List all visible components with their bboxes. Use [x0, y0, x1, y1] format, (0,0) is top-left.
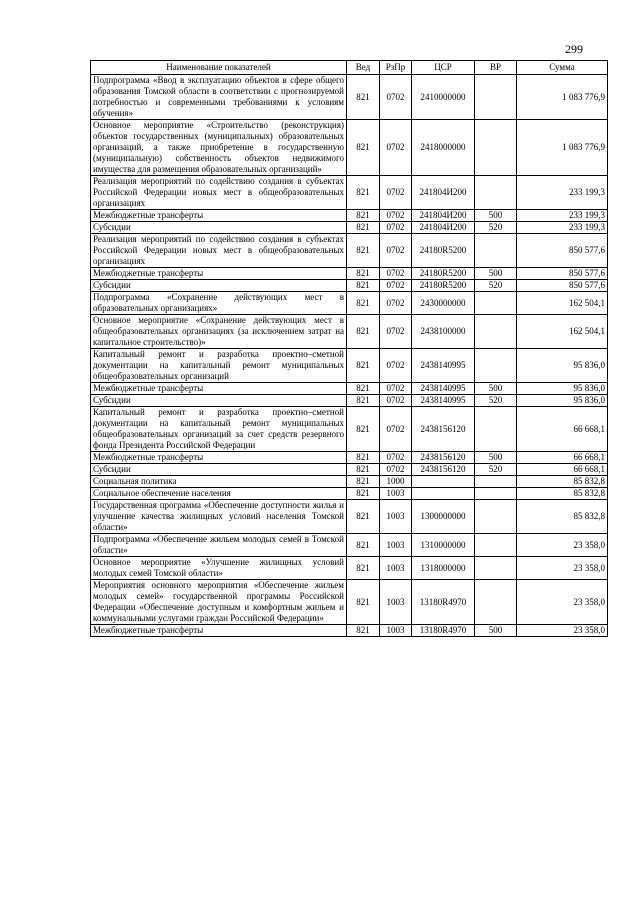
table-row — [91, 315, 608, 349]
table-row — [91, 383, 608, 395]
cell-name: Капитальный ремонт и разработка проектно–сметной документации на капитальный ремонт муниципальных общеобразовательных организаций — [91, 349, 347, 383]
cell-ved: 821 — [347, 488, 380, 500]
cell-vr: 500 — [475, 452, 517, 464]
cell-csr: 2438140995 — [412, 395, 475, 407]
cell-rzpr: 1003 — [380, 580, 412, 625]
cell-rzpr: 0702 — [380, 210, 412, 222]
cell-rzpr: 0702 — [380, 222, 412, 234]
cell-name: Субсидии — [91, 464, 347, 476]
cell-sum: 95 836,0 — [517, 395, 608, 407]
header-vr: ВР — [475, 61, 517, 75]
cell-csr: 2438100000 — [412, 315, 475, 349]
cell-sum: 850 577,6 — [517, 234, 608, 268]
table-row — [91, 476, 608, 488]
cell-csr: 13180R4970 — [412, 580, 475, 625]
cell-name: Социальное обеспечение населения — [91, 488, 347, 500]
cell-name: Социальная политика — [91, 476, 347, 488]
cell-vr — [475, 500, 517, 534]
cell-sum: 23 358,0 — [517, 580, 608, 625]
cell-ved: 821 — [347, 500, 380, 534]
cell-sum: 233 199,3 — [517, 222, 608, 234]
table-row — [91, 280, 608, 292]
cell-csr: 2418000000 — [412, 120, 475, 176]
cell-ved: 821 — [347, 176, 380, 210]
table-body — [91, 75, 608, 637]
table-header-row — [91, 61, 608, 75]
cell-sum: 23 358,0 — [517, 534, 608, 557]
cell-csr: 2438156120 — [412, 452, 475, 464]
header-sum: Сумма — [517, 61, 608, 75]
cell-name: Основное мероприятие «Строительство (реконструкция) объектов государственных (муниципальных) образовательных организаций, а также приобретение в государственную (муниципальную) собственность объектов недвижимого имущества для размещения образовательных организаций» — [91, 120, 347, 176]
cell-rzpr: 0702 — [380, 75, 412, 120]
cell-ved: 821 — [347, 120, 380, 176]
cell-name: Подпрограмма «Сохранение действующих мест в образовательных организациях» — [91, 292, 347, 315]
cell-vr — [475, 580, 517, 625]
cell-ved: 821 — [347, 222, 380, 234]
cell-csr: 1310000000 — [412, 534, 475, 557]
cell-sum: 233 199,3 — [517, 210, 608, 222]
cell-name: Межбюджетные трансферты — [91, 452, 347, 464]
cell-name: Межбюджетные трансферты — [91, 625, 347, 637]
cell-name: Мероприятия основного мероприятия «Обеспечение жильем молодых семей» государственной программы Российской Федерации «Обеспечение доступным и комфортным жильем и коммунальными услугами граждан Российской Федерации» — [91, 580, 347, 625]
cell-sum: 1 083 776,9 — [517, 120, 608, 176]
table-row — [91, 500, 608, 534]
header-rzpr: РзПр — [380, 61, 412, 75]
cell-csr: 2438156120 — [412, 407, 475, 452]
cell-vr: 500 — [475, 268, 517, 280]
cell-rzpr: 0702 — [380, 315, 412, 349]
cell-vr — [475, 315, 517, 349]
cell-vr: 500 — [475, 383, 517, 395]
cell-csr: 241804И200 — [412, 176, 475, 210]
cell-csr: 2438140995 — [412, 383, 475, 395]
cell-sum: 23 358,0 — [517, 557, 608, 580]
header-csr: ЦСР — [412, 61, 475, 75]
table-row — [91, 407, 608, 452]
cell-ved: 821 — [347, 210, 380, 222]
cell-vr — [475, 488, 517, 500]
cell-ved: 821 — [347, 292, 380, 315]
cell-sum: 162 504,1 — [517, 292, 608, 315]
cell-vr — [475, 176, 517, 210]
cell-rzpr: 0702 — [380, 176, 412, 210]
cell-name: Подпрограмма «Ввод в эксплуатацию объектов в сфере общего образования Томской области в соответствии с прогнозируемой потребностью и современными требованиями к условиям обучения» — [91, 75, 347, 120]
cell-ved: 821 — [347, 464, 380, 476]
table-row — [91, 488, 608, 500]
table-row — [91, 222, 608, 234]
cell-name: Межбюджетные трансферты — [91, 210, 347, 222]
cell-vr: 500 — [475, 210, 517, 222]
cell-rzpr: 1000 — [380, 476, 412, 488]
cell-vr — [475, 557, 517, 580]
cell-name: Субсидии — [91, 280, 347, 292]
cell-ved: 821 — [347, 315, 380, 349]
budget-table — [90, 60, 608, 637]
cell-rzpr: 1003 — [380, 488, 412, 500]
cell-csr — [412, 476, 475, 488]
cell-name: Реализация мероприятий по содействию создания в субъектах Российской Федерации новых мест в общеобразовательных организациях — [91, 234, 347, 268]
cell-sum: 95 836,0 — [517, 349, 608, 383]
cell-rzpr: 0702 — [380, 234, 412, 268]
cell-sum: 162 504,1 — [517, 315, 608, 349]
table-row — [91, 292, 608, 315]
table-row — [91, 464, 608, 476]
table-row — [91, 580, 608, 625]
cell-sum: 1 083 776,9 — [517, 75, 608, 120]
table-row — [91, 557, 608, 580]
cell-sum: 85 832,8 — [517, 488, 608, 500]
cell-rzpr: 1003 — [380, 534, 412, 557]
cell-sum: 95 836,0 — [517, 383, 608, 395]
cell-csr: 24180R5200 — [412, 234, 475, 268]
table-row — [91, 625, 608, 637]
cell-sum: 233 199,3 — [517, 176, 608, 210]
cell-name: Капитальный ремонт и разработка проектно–сметной документации на капитальный ремонт муниципальных общеобразовательных организаций за счет средств резервного фонда Президента Российской Федерации — [91, 407, 347, 452]
cell-rzpr: 0702 — [380, 292, 412, 315]
cell-name: Основное мероприятие «Сохранение действующих мест в общеобразовательных организациях (за исключением затрат на капитальное строительство)» — [91, 315, 347, 349]
cell-sum: 850 577,6 — [517, 280, 608, 292]
cell-rzpr: 1003 — [380, 625, 412, 637]
cell-csr: 2438156120 — [412, 464, 475, 476]
page-number: 299 — [565, 42, 583, 56]
cell-vr: 520 — [475, 395, 517, 407]
cell-csr: 13180R4970 — [412, 625, 475, 637]
cell-csr: 1318000000 — [412, 557, 475, 580]
cell-ved: 821 — [347, 383, 380, 395]
cell-ved: 821 — [347, 534, 380, 557]
cell-rzpr: 0702 — [380, 268, 412, 280]
cell-rzpr: 0702 — [380, 120, 412, 176]
cell-name: Реализация мероприятий по содействию создания в субъектах Российской Федерации новых мест в общеобразовательных организациях — [91, 176, 347, 210]
cell-vr — [475, 534, 517, 557]
cell-name: Межбюджетные трансферты — [91, 383, 347, 395]
cell-rzpr: 1003 — [380, 557, 412, 580]
table-row — [91, 234, 608, 268]
cell-ved: 821 — [347, 407, 380, 452]
cell-vr: 520 — [475, 222, 517, 234]
cell-ved: 821 — [347, 580, 380, 625]
table-row — [91, 395, 608, 407]
cell-csr — [412, 488, 475, 500]
cell-name: Субсидии — [91, 222, 347, 234]
cell-sum: 850 577,6 — [517, 268, 608, 280]
cell-ved: 821 — [347, 452, 380, 464]
cell-ved: 821 — [347, 234, 380, 268]
table-row — [91, 349, 608, 383]
cell-csr: 24180R5200 — [412, 268, 475, 280]
table-row — [91, 534, 608, 557]
cell-name: Межбюджетные трансферты — [91, 268, 347, 280]
cell-ved: 821 — [347, 280, 380, 292]
cell-name: Субсидии — [91, 395, 347, 407]
cell-sum: 66 668,1 — [517, 452, 608, 464]
cell-rzpr: 0702 — [380, 280, 412, 292]
cell-ved: 821 — [347, 625, 380, 637]
cell-sum: 85 832,8 — [517, 500, 608, 534]
table-row — [91, 452, 608, 464]
cell-csr: 2430000000 — [412, 292, 475, 315]
cell-vr — [475, 407, 517, 452]
cell-csr: 241804И200 — [412, 210, 475, 222]
cell-sum: 23 358,0 — [517, 625, 608, 637]
cell-sum: 66 668,1 — [517, 407, 608, 452]
cell-csr: 2410000000 — [412, 75, 475, 120]
cell-rzpr: 1003 — [380, 500, 412, 534]
header-ved: Вед — [347, 61, 380, 75]
cell-vr — [475, 292, 517, 315]
cell-name: Подпрограмма «Обеспечение жильем молодых семей в Томской области» — [91, 534, 347, 557]
cell-vr — [475, 349, 517, 383]
cell-rzpr: 0702 — [380, 383, 412, 395]
cell-ved: 821 — [347, 75, 380, 120]
cell-vr: 520 — [475, 464, 517, 476]
header-name: Наименование показателей — [91, 61, 347, 75]
cell-csr: 241804И200 — [412, 222, 475, 234]
cell-rzpr: 0702 — [380, 452, 412, 464]
cell-sum: 85 832,8 — [517, 476, 608, 488]
table-row — [91, 75, 608, 120]
table-row — [91, 210, 608, 222]
cell-csr: 2438140995 — [412, 349, 475, 383]
table-row — [91, 268, 608, 280]
cell-csr: 1300000000 — [412, 500, 475, 534]
cell-rzpr: 0702 — [380, 464, 412, 476]
cell-vr — [475, 120, 517, 176]
cell-csr: 24180R5200 — [412, 280, 475, 292]
cell-name: Государственная программа «Обеспечение доступности жилья и улучшение качества жилищных условий населения Томской области» — [91, 500, 347, 534]
table-row — [91, 120, 608, 176]
cell-vr: 520 — [475, 280, 517, 292]
cell-rzpr: 0702 — [380, 407, 412, 452]
cell-sum: 66 668,1 — [517, 464, 608, 476]
cell-rzpr: 0702 — [380, 349, 412, 383]
table-row — [91, 176, 608, 210]
cell-rzpr: 0702 — [380, 395, 412, 407]
cell-vr: 500 — [475, 625, 517, 637]
cell-ved: 821 — [347, 476, 380, 488]
cell-ved: 821 — [347, 557, 380, 580]
cell-vr — [475, 476, 517, 488]
cell-ved: 821 — [347, 395, 380, 407]
cell-vr — [475, 75, 517, 120]
cell-ved: 821 — [347, 268, 380, 280]
cell-vr — [475, 234, 517, 268]
cell-ved: 821 — [347, 349, 380, 383]
cell-name: Основное мероприятие «Улучшение жилищных условий молодых семей Томской области» — [91, 557, 347, 580]
